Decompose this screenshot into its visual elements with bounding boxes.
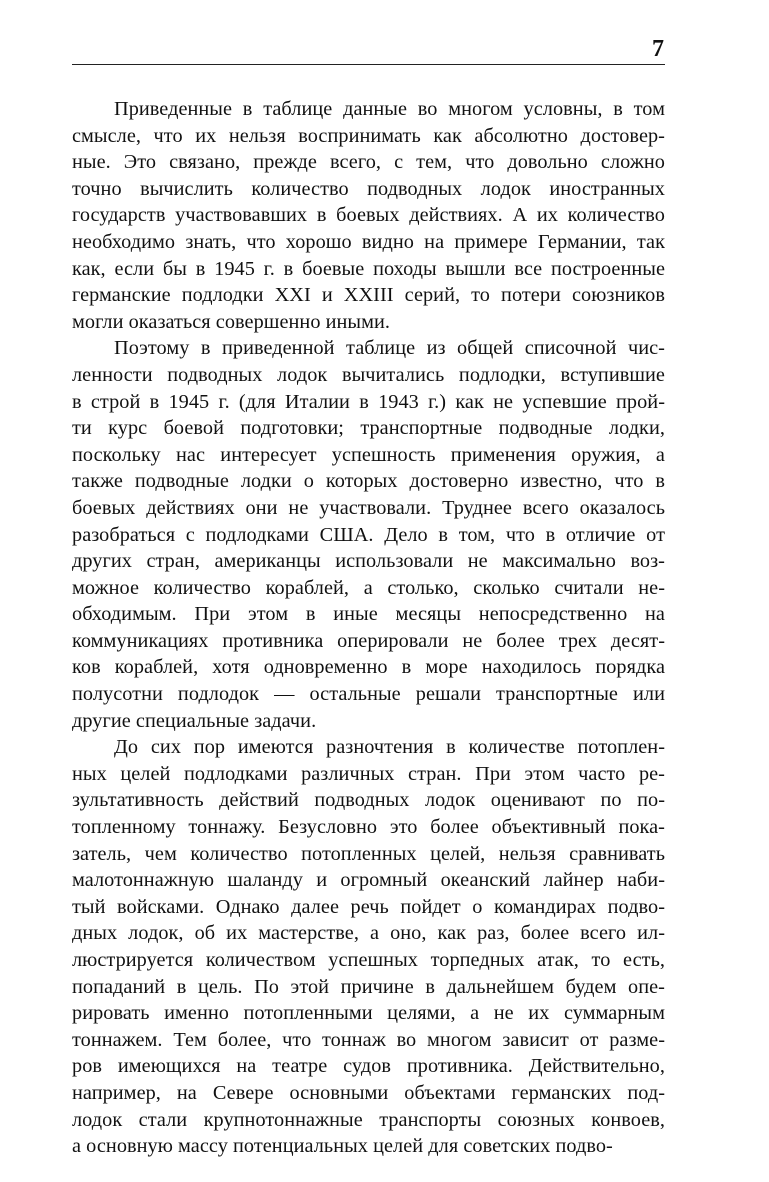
text-line: Приведенные в таблице данные во многом условны, в том <box>114 98 665 120</box>
text-line: можное количество кораблей, а столько, сколько считали не- <box>72 576 665 599</box>
text-line: тый войсками. Однако далее речь пойдет о командирах подво- <box>72 895 665 918</box>
text-line: точно вычислить количество подводных лодок иностранных <box>72 177 665 200</box>
text-line: лодок стали крупнотоннажные транспорты союзных конвоев, <box>72 1108 665 1131</box>
text-line: другие специальные задачи. <box>72 709 317 732</box>
text-line: коммуникациях противника оперировали не более трех десят- <box>72 629 665 652</box>
text-line: как, если бы в 1945 г. в боевые походы вышли все построенные <box>72 257 665 280</box>
text-line: также подводные лодки о которых достоверно известно, что в <box>72 470 665 493</box>
text-line: смысле, что их нельзя воспринимать как абсолютно достовер- <box>72 124 665 147</box>
text-line: ленности подводных лодок вычитались подлодки, вступившие <box>72 363 665 386</box>
text-line: других стран, американцы использовали не максимально воз- <box>72 550 665 573</box>
text-line: ков кораблей, хотя одновременно в море находилось порядка <box>72 656 665 679</box>
text-line: государств участвовавших в боевых действиях. А их количество <box>72 204 665 227</box>
text-line: малотоннажную шаланду и огромный океанский лайнер наби- <box>72 869 665 892</box>
paragraph <box>72 96 665 335</box>
text-line: тоннажем. Тем более, что тоннаж во многом зависит от разме- <box>72 1028 665 1051</box>
text-line: дных лодок, об их мастерстве, а оно, как раз, более всего ил- <box>72 922 665 945</box>
paragraph <box>72 335 665 734</box>
text-line: До сих пор имеются разночтения в количестве потоплен- <box>114 736 665 759</box>
text-line: ров имеющихся на театре судов противника. Действительно, <box>72 1055 665 1078</box>
text-line: в строй в 1945 г. (для Италии в 1943 г.) как не успевшие прой- <box>72 390 665 413</box>
paragraph <box>72 734 665 1160</box>
text-line: боевых действиях они не участвовали. Труднее всего оказалось <box>72 496 665 519</box>
text-line: например, на Севере основными объектами германских под- <box>72 1081 665 1104</box>
text-line: топленному тоннажу. Безусловно это более объективный пока- <box>72 816 665 839</box>
page-number: 7 <box>652 36 664 62</box>
text-line: ти курс боевой подготовки; транспортные подводные лодки, <box>72 417 665 440</box>
text-line: поскольку нас интересует успешность применения оружия, а <box>72 443 665 466</box>
text-line: германские подлодки XXI и XXIII серий, то потери союзников <box>72 284 665 307</box>
text-line: рировать именно потопленными целями, а не их суммарным <box>72 1002 665 1025</box>
text-line: разобраться с подлодками США. Дело в том, что в отличие от <box>72 523 665 546</box>
header-rule <box>72 64 665 65</box>
text-line: обходимым. При этом в иные месяцы непосредственно на <box>72 603 665 626</box>
text-line: могли оказаться совершенно иными. <box>72 310 391 333</box>
text-line: а основную массу потенциальных целей для советских подво- <box>72 1135 613 1158</box>
text-line: попаданий в цель. По этой причине в дальнейшем будем опе- <box>72 975 665 998</box>
text-line: Поэтому в приведенной таблице из общей списочной чис- <box>114 337 665 360</box>
text-line: необходимо знать, что хорошо видно на примере Германии, так <box>72 230 665 253</box>
text-line: ных целей подлодками различных стран. При этом часто ре- <box>72 762 665 785</box>
body-text <box>72 96 665 1160</box>
text-line: люстрируется количеством успешных торпедных атак, то есть, <box>72 949 665 971</box>
text-line: полусотни подлодок — остальные решали транспортные или <box>72 683 665 706</box>
text-line: зультативность действий подводных лодок оценивают по по- <box>72 789 665 812</box>
text-line: затель, чем количество потопленных целей, нельзя сравнивать <box>72 842 665 865</box>
text-line: ные. Это связано, прежде всего, с тем, что довольно сложно <box>72 151 665 174</box>
